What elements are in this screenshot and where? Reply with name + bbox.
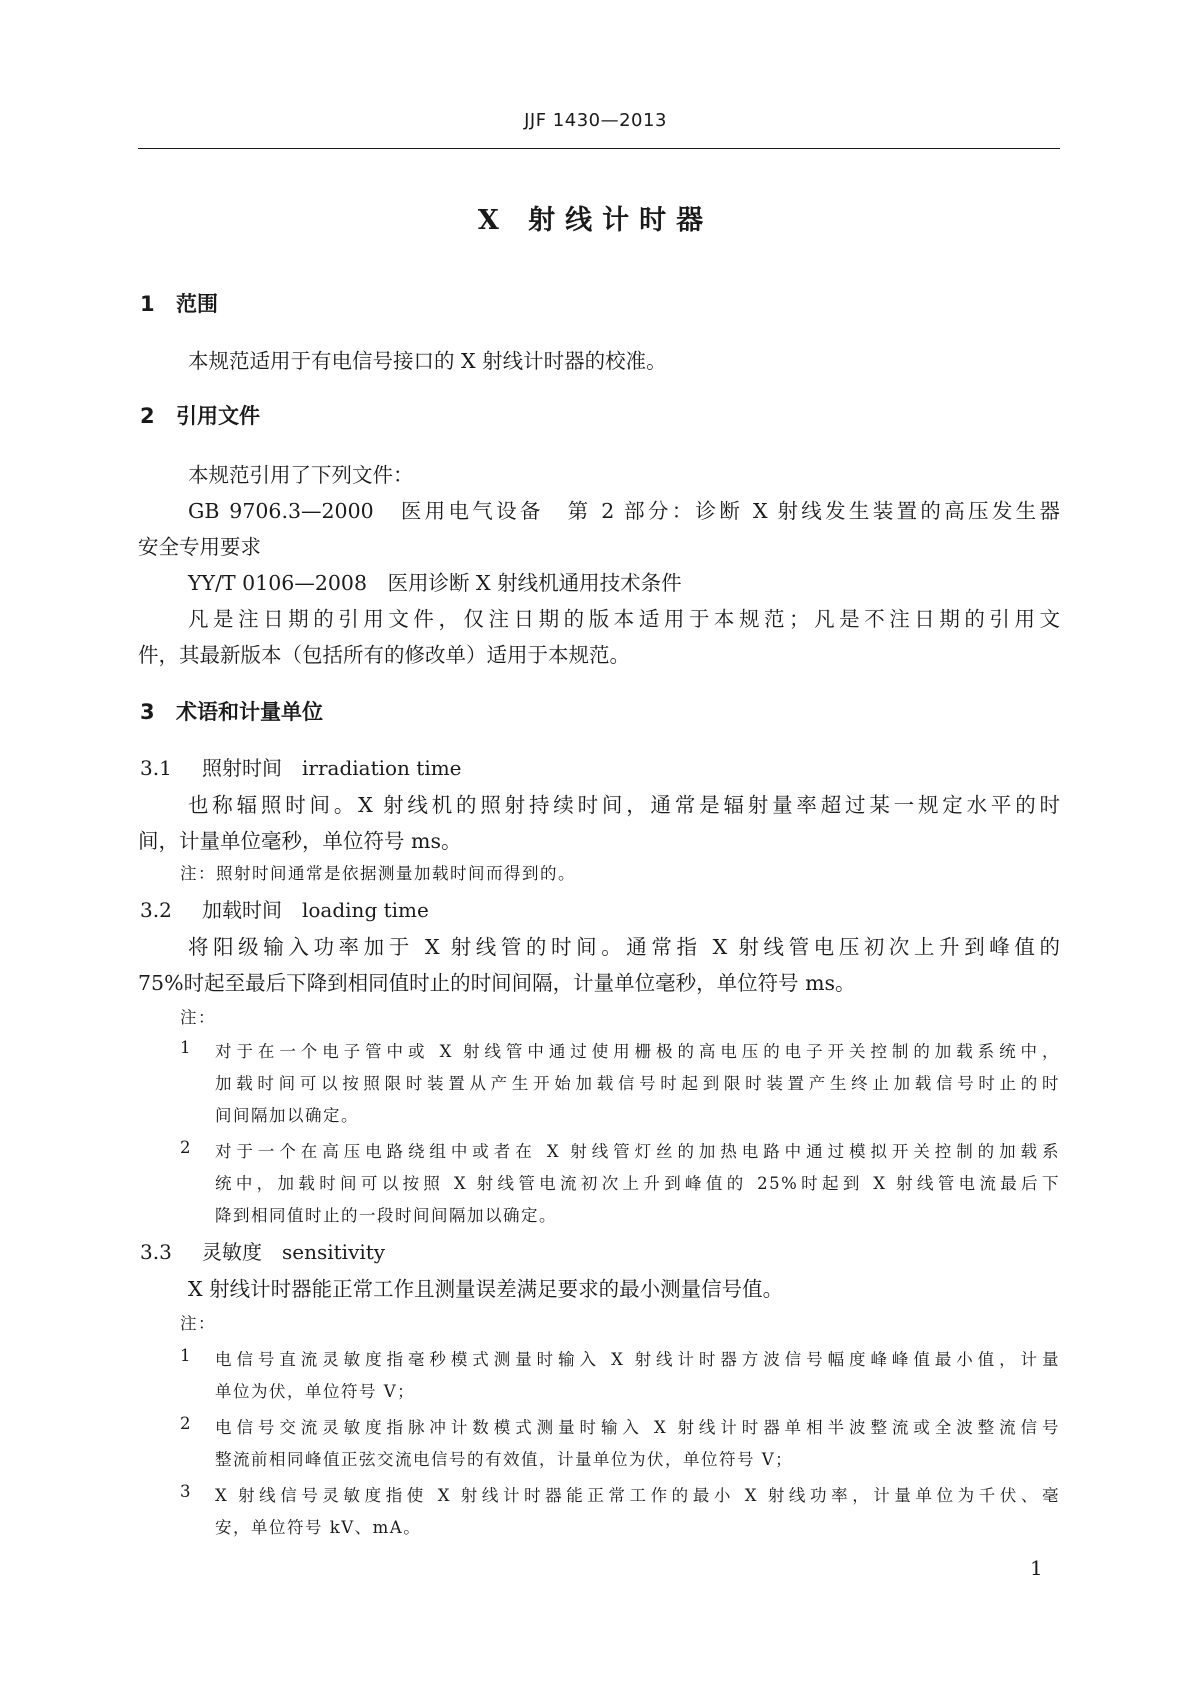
term-3-2-name: 加载时间 loading time xyxy=(202,898,429,922)
term-3-3-heading xyxy=(140,1236,385,1265)
reference-gb9706-line1: GB 9706.3—2000 医用电气设备 第 2 部分：诊断 X 射线发生装置的高压发生器 xyxy=(188,499,1060,523)
section-2-paragraph-line2: 件，其最新版本（包括所有的修改单）适用于本规范。 xyxy=(138,643,630,667)
document-code: JJF 1430—2013 xyxy=(524,110,667,131)
term-3-3-definition: X 射线计时器能正常工作且测量误差满足要求的最小测量信号值。 xyxy=(188,1277,784,1301)
term-3-3-number: 3.3 xyxy=(140,1240,172,1264)
header-rule xyxy=(138,148,1060,149)
term-3-3-note-1-line1: 电信号直流灵敏度指毫秒模式测量时输入 X 射线计时器方波信号幅度峰峰值最小值，计量 xyxy=(215,1350,1060,1369)
term-3-3-note-3-line2: 安，单位符号 kV、mA。 xyxy=(215,1518,422,1537)
term-3-2-note-2-number: 2 xyxy=(180,1138,191,1157)
term-3-2-number: 3.2 xyxy=(140,898,172,922)
term-3-1-definition-line1: 也称辐照时间。X 射线机的照射持续时间，通常是辐射量率超过某一规定水平的时 xyxy=(188,793,1060,817)
section-2-heading xyxy=(140,400,260,430)
term-3-2-note-1-line2: 加载时间可以按照限时装置从产生开始加载信号时起到限时装置产生终止加载信号时止的时 xyxy=(215,1074,1060,1093)
section-2-title: 引用文件 xyxy=(176,404,260,428)
term-3-1-note: 注：照射时间通常是依据测量加载时间而得到的。 xyxy=(180,864,576,883)
reference-gb9706-line2: 安全专用要求 xyxy=(138,535,261,559)
term-3-2-definition-line1: 将阳级输入功率加于 X 射线管的时间。通常指 X 射线管电压初次上升到峰值的 xyxy=(188,935,1060,959)
section-3-number: 3 xyxy=(140,700,155,724)
term-3-2-note-2-line1: 对于一个在高压电路绕组中或者在 X 射线管灯丝的加热电路中通过模拟开关控制的加载系 xyxy=(215,1142,1060,1161)
term-3-2-note-2-line2: 统中，加载时间可以按照 X 射线管电流初次上升到峰值的 25%时起到 X 射线管电流最后下 xyxy=(215,1174,1060,1193)
section-1-heading xyxy=(140,288,218,318)
page-number: 1 xyxy=(1030,1556,1043,1580)
term-3-3-name: 灵敏度 sensitivity xyxy=(202,1240,386,1264)
term-3-2-note-1-line3: 间间隔加以确定。 xyxy=(215,1106,359,1125)
term-3-3-note-3-number: 3 xyxy=(180,1482,191,1501)
section-2-paragraph-line1: 凡是注日期的引用文件，仅注日期的版本适用于本规范；凡是不注日期的引用文 xyxy=(188,607,1060,631)
term-3-1-heading xyxy=(140,752,462,781)
term-3-3-note-1-line2: 单位为伏，单位符号 V； xyxy=(215,1382,416,1401)
section-2-intro: 本规范引用了下列文件： xyxy=(188,463,414,487)
section-1-number: 1 xyxy=(140,292,155,316)
term-3-1-number: 3.1 xyxy=(140,756,172,780)
term-3-1-definition-line2: 间，计量单位毫秒，单位符号 ms。 xyxy=(138,829,462,853)
term-3-1-name: 照射时间 irradiation time xyxy=(202,756,462,780)
term-3-3-note-2-line1: 电信号交流灵敏度指脉冲计数模式测量时输入 X 射线计时器单相半波整流或全波整流信号 xyxy=(215,1418,1060,1437)
term-3-3-note-2-line2: 整流前相同峰值正弦交流电信号的有效值，计量单位为伏，单位符号 V； xyxy=(215,1450,794,1469)
term-3-2-note-1-number: 1 xyxy=(180,1038,191,1057)
term-3-3-note-label: 注： xyxy=(180,1314,216,1333)
section-2-number: 2 xyxy=(140,404,155,428)
section-1-paragraph: 本规范适用于有电信号接口的 X 射线计时器的校准。 xyxy=(188,349,667,373)
section-1-title: 范围 xyxy=(176,292,218,316)
term-3-3-note-2-number: 2 xyxy=(180,1414,191,1433)
reference-yyt0106: YY/T 0106—2008 医用诊断 X 射线机通用技术条件 xyxy=(188,571,682,595)
term-3-2-definition-line2: 75%时起至最后下降到相同值时止的时间间隔，计量单位毫秒，单位符号 ms。 xyxy=(138,971,856,995)
term-3-2-heading xyxy=(140,894,429,923)
term-3-2-note-2-line3: 降到相同值时止的一段时间间隔加以确定。 xyxy=(215,1206,557,1225)
section-3-title: 术语和计量单位 xyxy=(176,700,323,724)
term-3-2-note-label: 注： xyxy=(180,1008,216,1027)
term-3-3-note-1-number: 1 xyxy=(180,1346,191,1365)
section-3-heading xyxy=(140,696,323,726)
term-3-2-note-1-line1: 对于在一个电子管中或 X 射线管中通过使用栅极的高电压的电子开关控制的加载系统中， xyxy=(215,1042,1060,1061)
term-3-3-note-3-line1: X 射线信号灵敏度指使 X 射线计时器能正常工作的最小 X 射线功率，计量单位为千伏、毫 xyxy=(215,1486,1060,1505)
page-title: X 射线计时器 xyxy=(477,205,714,236)
